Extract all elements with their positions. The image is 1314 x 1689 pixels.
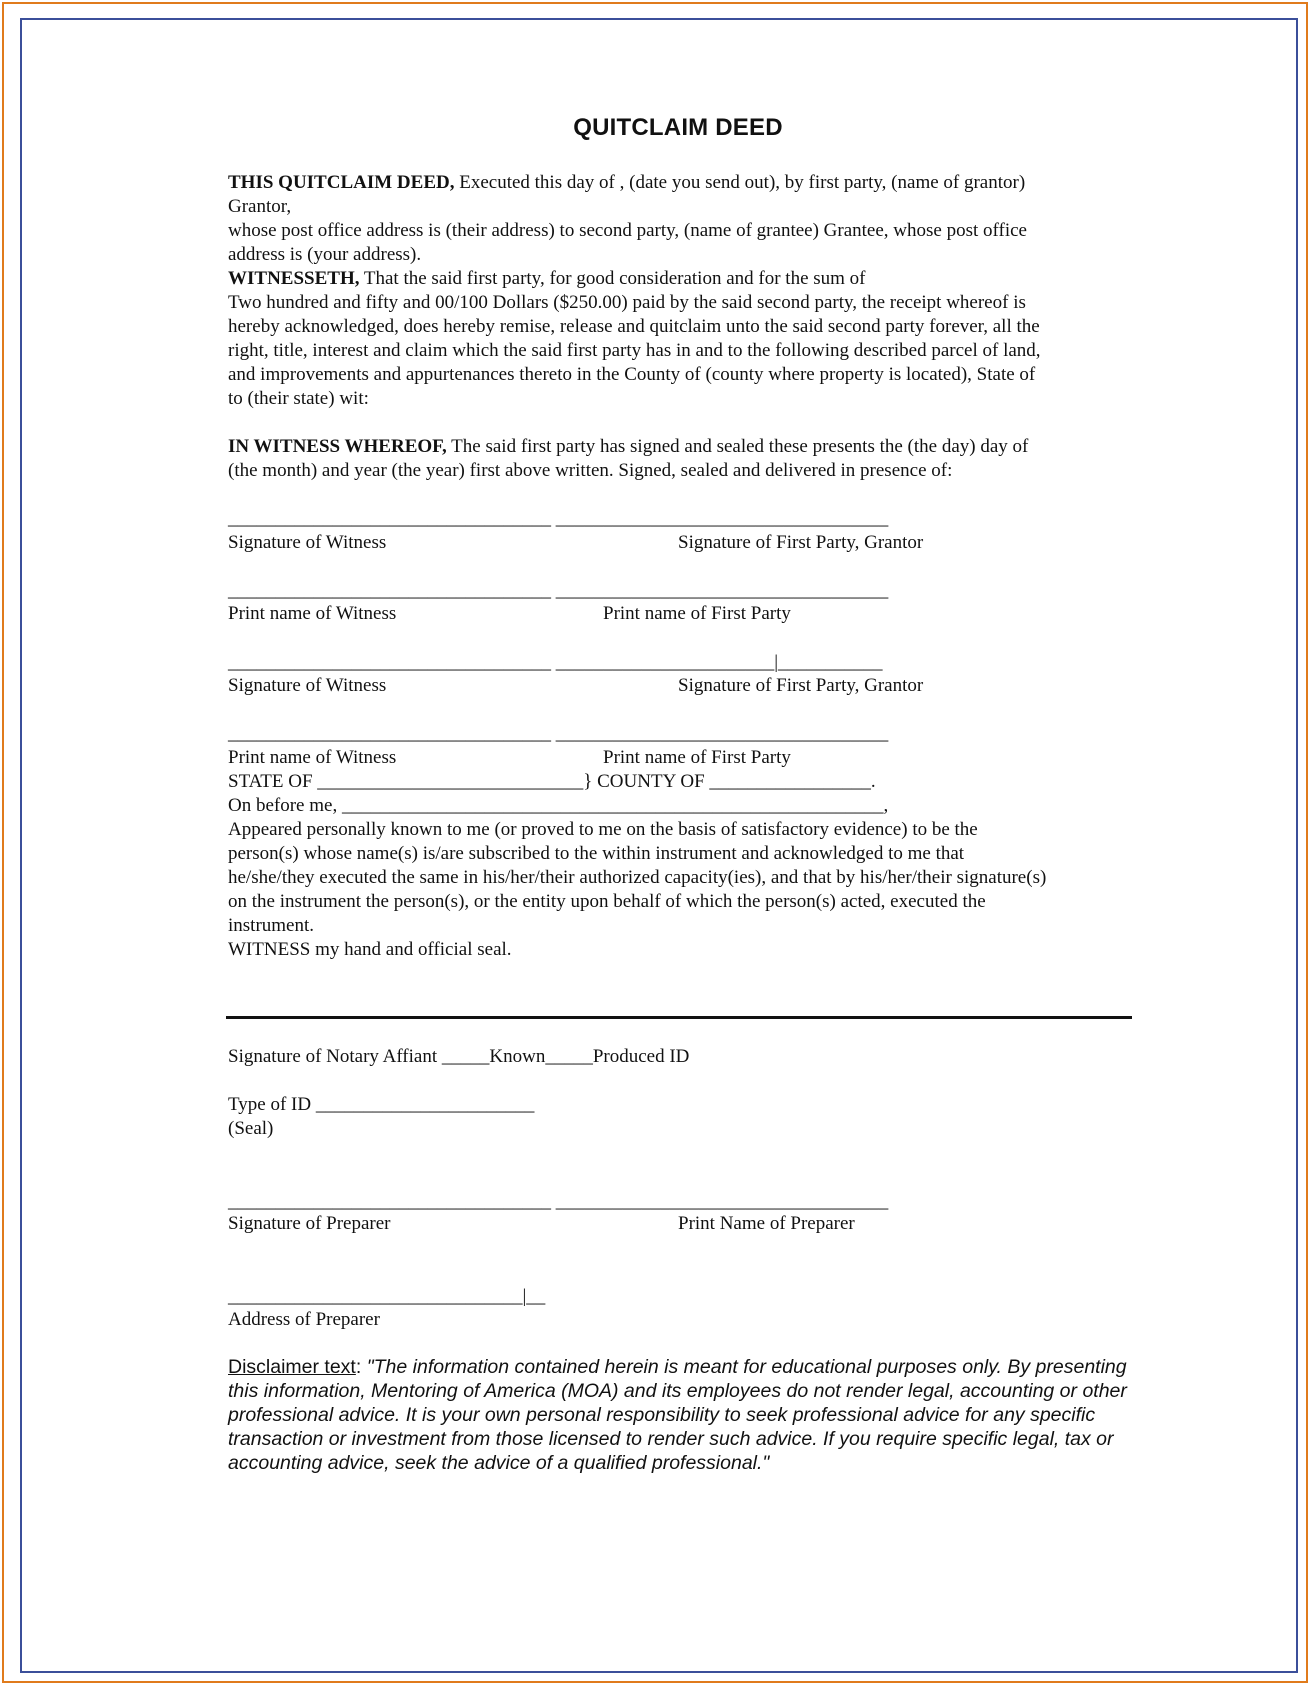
- witness-signature-label-2: Signature of Witness: [228, 675, 387, 696]
- intro-line-4: address is (your address).: [228, 244, 422, 265]
- witnesseth-line-2: Two hundred and fifty and 00/100 Dollars ($250.00) paid by the said second party, the receipt whereof is: [228, 292, 1026, 313]
- preparer-signature-label: Signature of Preparer: [228, 1213, 391, 1234]
- witnesseth-line-4: right, title, interest and claim which the said first party has in and to the following described parcel of land,: [228, 340, 1041, 361]
- disclaimer: [228, 1355, 1138, 1475]
- first-party-signature-label-2: Signature of First Party, Grantor: [678, 675, 924, 696]
- first-party-print-label-2: Print name of First Party: [603, 747, 791, 768]
- signature-blank-2: __________________________________ ___________________________________: [228, 580, 889, 601]
- witnesseth-line-3: hereby acknowledged, does hereby remise, release and quitclaim unto the said second party forever, all the: [228, 316, 1040, 337]
- notary-para-2: person(s) whose name(s) is/are subscribed to the within instrument and acknowledged to me that: [228, 843, 965, 864]
- witness-print-label-1: Print name of Witness: [228, 603, 397, 624]
- witnesseth-text-1: That the said first party, for good consideration and for the sum of: [359, 268, 866, 289]
- disclaimer-label: Disclaimer text: [228, 1356, 356, 1378]
- notary-affiant-line: Signature of Notary Affiant _____Known_____Produced ID: [228, 1046, 690, 1067]
- witnesseth-line-5: and improvements and appurtenances thereto in the County of (county where property is located), State of: [228, 364, 1036, 385]
- intro-line-2: Grantor,: [228, 196, 292, 217]
- before-me-line: On before me, _________________________________________________________,: [228, 795, 889, 816]
- intro-text-1: Executed this day of , (date you send out), by first party, (name of grantor): [454, 172, 1026, 193]
- in-witness-line-1: [228, 435, 1148, 459]
- intro-lead: THIS QUITCLAIM DEED,: [228, 172, 455, 193]
- intro-line-1: [228, 171, 1148, 195]
- seal-label: (Seal): [228, 1118, 274, 1139]
- preparer-address-label: Address of Preparer: [228, 1309, 380, 1330]
- signature-blank-4: __________________________________ ___________________________________: [228, 723, 889, 744]
- section-divider: [226, 1016, 1132, 1019]
- notary-para-6: WITNESS my hand and official seal.: [228, 939, 512, 960]
- document-page: [20, 18, 1298, 1673]
- preparer-blank: __________________________________ ___________________________________: [228, 1191, 889, 1212]
- in-witness-text-1: The said first party has signed and sealed these presents the (the day) day of: [446, 436, 1029, 457]
- notary-para-3: he/she/they executed the same in his/her/their authorized capacity(ies), and that by his/her/their signature(s): [228, 867, 1047, 888]
- type-of-id-line: Type of ID _______________________: [228, 1094, 535, 1115]
- notary-para-4: on the instrument the person(s), or the entity upon behalf of which the person(s) acted, executed the: [228, 891, 986, 912]
- document-title: QUITCLAIM DEED: [573, 114, 783, 141]
- signature-blank-3: __________________________________ _______________________|___________: [228, 652, 883, 673]
- in-witness-lead: IN WITNESS WHEREOF,: [228, 436, 447, 457]
- witnesseth-line-6: to (their state) wit:: [228, 388, 369, 409]
- witness-signature-label-1: Signature of Witness: [228, 532, 387, 553]
- witness-print-label-2: Print name of Witness: [228, 747, 397, 768]
- in-witness-line-2: (the month) and year (the year) first above written. Signed, sealed and delivered in presence of:: [228, 460, 953, 481]
- preparer-address-blank: _______________________________|__: [228, 1286, 546, 1307]
- first-party-print-label-1: Print name of First Party: [603, 603, 791, 624]
- notary-para-5: instrument.: [228, 915, 315, 936]
- witnesseth-line-1: [228, 267, 1148, 291]
- intro-line-3: whose post office address is (their address) to second party, (name of grantee) Grantee, whose post office: [228, 220, 1027, 241]
- disclaimer-text: "The information contained herein is meant for educational purposes only. By presenting this information, Mentoring of America (MOA) and its employees do not render legal, accounting or other professional advice. It is your own personal responsibility to seek professional advice for any specific transaction or investment from those licensed to render such advice. If you require specific legal, tax or accounting advice, seek the advice of a qualified professional.": [228, 1356, 1127, 1474]
- signature-blank-1: __________________________________ ___________________________________: [228, 508, 889, 529]
- first-party-signature-label-1: Signature of First Party, Grantor: [678, 532, 924, 553]
- state-county-line: STATE OF ____________________________} COUNTY OF _________________.: [228, 771, 876, 792]
- notary-para-1: Appeared personally known to me (or proved to me on the basis of satisfactory evidence) to be the: [228, 819, 978, 840]
- witnesseth-lead: WITNESSETH,: [228, 268, 360, 289]
- disclaimer-colon: :: [355, 1356, 367, 1378]
- preparer-print-label: Print Name of Preparer: [678, 1213, 855, 1234]
